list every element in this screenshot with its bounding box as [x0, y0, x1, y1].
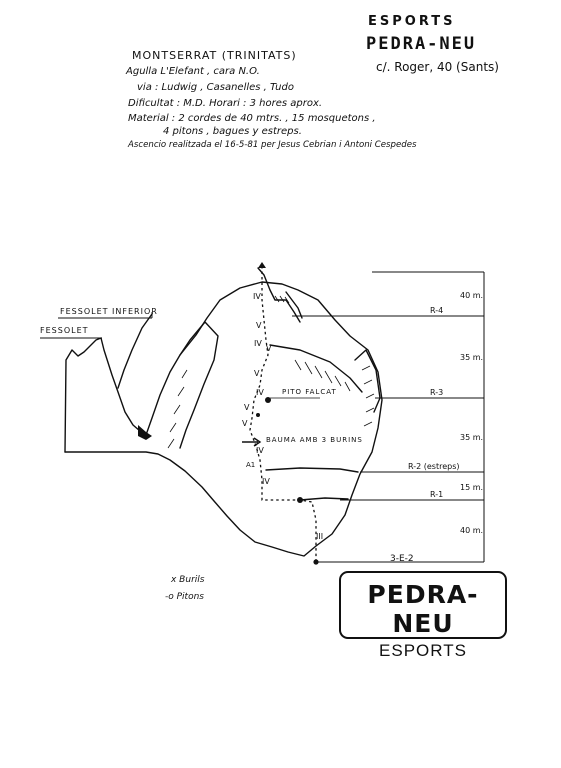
right-flake [355, 350, 380, 412]
grade-label: V [242, 419, 248, 428]
grade-label: V [244, 403, 250, 412]
route-line-difficulty: Dificultat : M.D. Horari : 3 hores aprox. [128, 98, 323, 109]
grade-label: IV [254, 339, 262, 348]
grade-label: III [316, 532, 324, 541]
grade-label: V [256, 321, 262, 330]
grade-label: V [254, 369, 260, 378]
belay-label-r3: R-3 [430, 388, 444, 397]
fessolet-ridge [118, 314, 152, 388]
route-line-face: Agulla L'Elefant , cara N.O. [126, 66, 260, 77]
summit-notch [286, 292, 302, 318]
right-shading [362, 366, 374, 426]
label-a1: A1 [246, 461, 256, 469]
summit-block [258, 268, 300, 322]
logo-brand: PEDRA-NEU [367, 580, 479, 638]
route-line-material: Material : 2 cordes de 40 mtrs. , 15 mosquetons , [128, 113, 376, 124]
length-label: 40 m. [460, 291, 484, 300]
label-bauma: BAUMA AMB 3 BURINS [266, 436, 363, 444]
route-line-via: via : Ludwig , Casanelles , Tudo [137, 82, 294, 93]
length-label: 35 m. [460, 433, 484, 442]
stamp-esports: ESPORTS [368, 14, 456, 29]
logo-subtitle: ESPORTS [379, 641, 467, 660]
label-fessolet: FESSOLET [40, 326, 89, 335]
route-line-ascent: Ascencio realitzada el 16-5-81 per Jesus Cebrian i Antoni Cespedes [128, 140, 417, 150]
grade-label: IV [256, 388, 264, 397]
dark-crack [138, 425, 152, 440]
stamp-brand: PEDRA-NEU [366, 34, 477, 54]
pedra-neu-logo [339, 571, 507, 660]
fessolet-pinnacle [65, 338, 146, 452]
grade-label: IV [253, 292, 261, 301]
belay-label-r2: R-2 (estreps) [408, 462, 460, 471]
summit-marker [258, 262, 266, 268]
bauma-arrow [242, 438, 260, 446]
elephant-outline [65, 282, 382, 556]
route-line-material-cont: 4 pitons , bagues y estreps. [163, 126, 302, 137]
label-base: 3-E-2 [390, 554, 414, 564]
stamp-address: c/. Roger, 40 (Sants) [376, 60, 499, 74]
piton-marker [256, 413, 260, 417]
grade-label: IV [262, 477, 270, 486]
grade-label: V [266, 344, 272, 353]
grade-label: IV [256, 446, 264, 455]
length-label: 35 m. [460, 353, 484, 362]
belay-label-r4: R-4 [430, 306, 444, 315]
length-label: 15 m. [460, 483, 484, 492]
route-line [250, 266, 316, 562]
legend-pitons: -o Pitons [165, 592, 204, 602]
label-fessolet-inferior: FESSOLET INFERIOR [60, 307, 158, 316]
piton-marker [297, 497, 303, 503]
left-crack [180, 322, 218, 448]
belay-r2-ledge [266, 468, 358, 472]
upper-shading [295, 360, 350, 391]
legend-burils: x Burils [171, 575, 205, 585]
route-title: MONTSERRAT (TRINITATS) [132, 49, 297, 62]
length-label: 40 m. [460, 526, 484, 535]
label-pito-falcat: PITO FALCAT [282, 388, 337, 396]
belay-label-r1: R-1 [430, 490, 444, 499]
